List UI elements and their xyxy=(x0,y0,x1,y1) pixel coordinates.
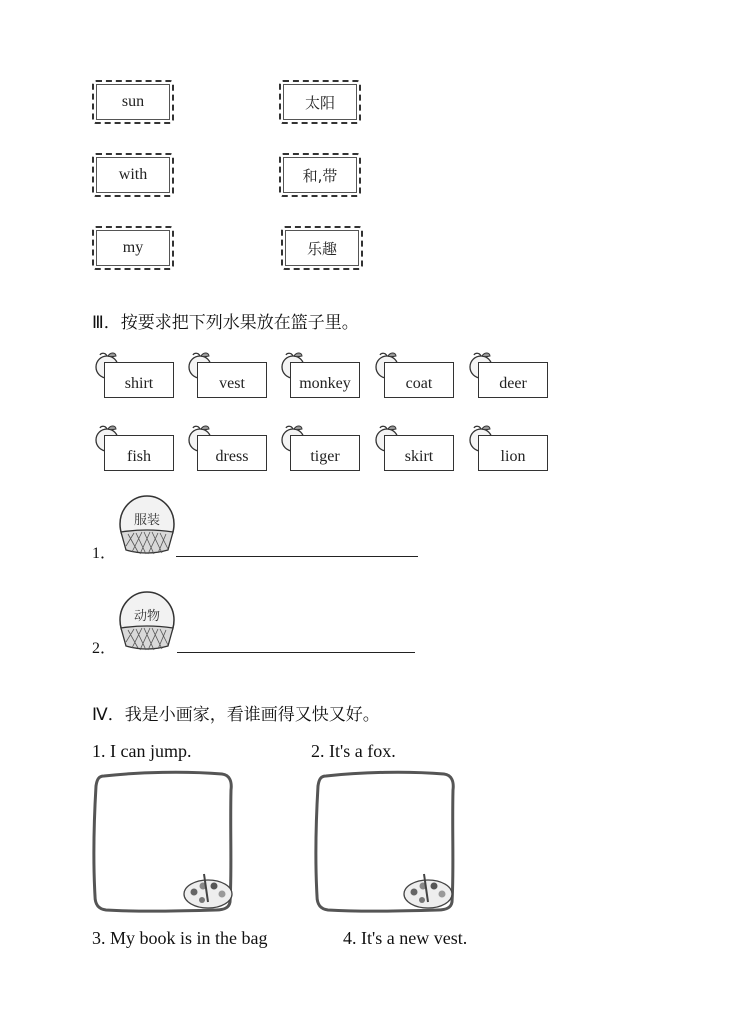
sentence-1: 1. I can jump. xyxy=(92,741,192,761)
fruit-label: deer xyxy=(478,362,548,398)
section3-heading: Ⅲ．按要求把下列水果放在篮子里。 xyxy=(92,313,359,333)
card-chinese-2 xyxy=(279,153,361,197)
fruit-tag xyxy=(466,350,554,400)
fruit-tag xyxy=(372,423,460,473)
fruit-label: dress xyxy=(197,435,267,471)
drawing-frame-2[interactable] xyxy=(312,770,458,914)
fruit-label: fish xyxy=(104,435,174,471)
fruit-tag xyxy=(92,350,180,400)
card-chinese-1 xyxy=(279,80,361,124)
palette-icon xyxy=(184,874,232,908)
fruit-tag xyxy=(185,350,273,400)
card-english-2 xyxy=(92,153,174,197)
sentence-2: 2. It's a fox. xyxy=(311,741,396,761)
fruit-label: tiger xyxy=(290,435,360,471)
card-text: 太阳 xyxy=(304,93,335,112)
fruit-tag xyxy=(466,423,554,473)
card-text: with xyxy=(118,166,148,183)
basket-icon xyxy=(118,494,176,556)
basket-number-2: 2． xyxy=(92,640,117,657)
palette-icon xyxy=(404,874,452,908)
fruit-tag xyxy=(278,423,366,473)
fruit-label: lion xyxy=(478,435,548,471)
card-english-3 xyxy=(92,226,174,270)
card-chinese-3 xyxy=(281,226,363,270)
fruit-tag xyxy=(185,423,273,473)
fruit-label: skirt xyxy=(384,435,454,471)
drawing-frame-1[interactable] xyxy=(90,770,236,914)
fruit-label: vest xyxy=(197,362,267,398)
fruit-tag xyxy=(92,423,180,473)
fruit-tag xyxy=(278,350,366,400)
card-text: sun xyxy=(121,93,145,110)
card-text: 和,带 xyxy=(302,166,338,185)
fruit-tag xyxy=(372,350,460,400)
card-text: my xyxy=(122,239,144,256)
sentence-4: 4. It's a new vest. xyxy=(343,928,468,948)
fruit-label: shirt xyxy=(104,362,174,398)
fruit-label: coat xyxy=(384,362,454,398)
basket-label: 动物 xyxy=(133,609,160,624)
answer-line-1[interactable] xyxy=(176,556,418,557)
card-text: 乐趣 xyxy=(306,239,337,258)
sentence-3: 3. My book is in the bag xyxy=(92,928,268,948)
basket-icon xyxy=(118,590,176,652)
section4-heading: Ⅳ．我是小画家，看谁画得又快又好。 xyxy=(92,705,380,725)
card-english-1 xyxy=(92,80,174,124)
basket-number-1: 1． xyxy=(92,545,117,562)
basket-label: 服装 xyxy=(133,513,160,528)
fruit-label: monkey xyxy=(290,362,360,398)
answer-line-2[interactable] xyxy=(177,652,415,653)
